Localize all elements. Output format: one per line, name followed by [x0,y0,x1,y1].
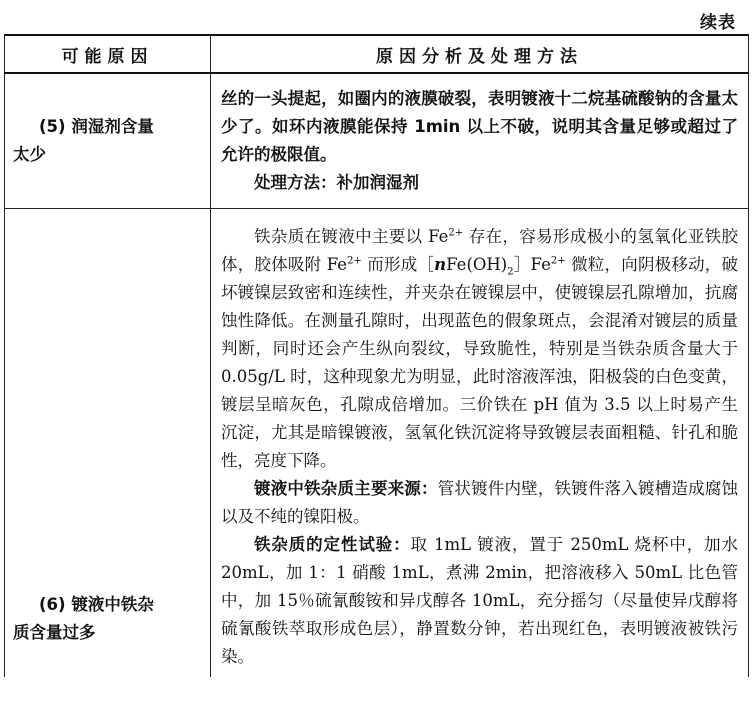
cause-number: (6) [39,595,66,614]
text-segment: 存在，容易形成极小的氢氧化亚铁胶体，胶体吸附 Fe [221,227,738,274]
source-paragraph [221,475,738,531]
cause-analysis-table [4,34,749,677]
treatment-paragraph [221,169,738,197]
test-paragraph [221,531,738,671]
superscript-charge: 2+ [550,255,566,267]
iron-impurity-paragraph [221,223,738,475]
analysis-cell [211,73,749,209]
text-segment: ］Fe [513,255,551,274]
table-header-row [5,35,749,73]
continued-label: 续表 [700,13,736,33]
analysis-paragraph: 丝的一头提起，如圈内的液膜破裂，表明镀液十二烷基硫酸钠的含量太少了。如环内液膜能保持 1min 以上不破，说明其含量足够或超过了允许的极限值。 [221,89,738,164]
cause-cell [5,73,211,209]
subscript-2: 2 [507,266,514,278]
text-segment: 铁杂质在镀液中主要以 Fe [254,227,449,246]
superscript-charge: 2+ [347,255,362,267]
cause-text-cont: 质含量过多 [13,623,96,642]
header-analysis: 原因分析及处理方法 [211,35,749,73]
italic-n: n [434,255,447,274]
source-label: 镀液中铁杂质主要来源： [254,479,438,498]
table-row [5,209,749,678]
header-cause: 可能原因 [5,35,211,73]
test-label: 铁杂质的定性试验： [254,535,411,554]
treatment-text: 补加润湿剂 [336,173,419,192]
test-text: 取 1mL 镀液，置于 250mL 烧杯中，加水 20mL，加 1：1 硝酸 1mL，煮沸 2min，把溶液移入 50mL 比色管中，加 15％硫氰酸铵和异戊醇各 10mL，充分摇匀（尽量使异戊醇将硫氰酸铁萃取形成色层），静置数分钟，若出现红色，表明镀液被铁污染。 [221,535,738,666]
cause-text: 镀液中铁杂 [71,595,154,614]
analysis-cell [211,209,749,678]
treatment-label: 处理方法： [254,173,337,192]
text-segment: 而形成［ [361,255,435,274]
cause-text: 润湿剂含量 [71,117,154,136]
text-segment: 微粒，向阴极移动，破坏镀镍层致密和连续性，并夹杂在镀镍层中，使镀镍层孔隙增加，抗腐蚀性降低。在测量孔隙时，出现蓝色的假象斑点，会混淆对镀层的质量判断，同时还会产生纵向裂纹，导致脆性，特别是当铁杂质含量大于 0.05g/L 时，这种现象尤为明显，此时溶液浑浊，阳极袋的白色变黄，镀层呈暗灰色，孔隙成倍增加。三价铁在 pH 值为 3.5 以上时易产生沉淀，尤其是暗镍镀液，氢氧化铁沉淀将导致镀层表面粗糙、针孔和脆性，亮度下降。 [221,255,739,470]
source-text: 管状镀件内壁，铁镀件落入镀槽造成腐蚀以及不纯的镍阳极。 [221,479,739,526]
table-row [5,73,749,209]
superscript-charge: 2+ [448,227,464,239]
cause-text-cont: 太少 [13,145,46,164]
cause-cell [5,209,211,678]
text-segment: Fe(OH) [446,255,508,274]
cause-number: (5) [39,117,66,136]
